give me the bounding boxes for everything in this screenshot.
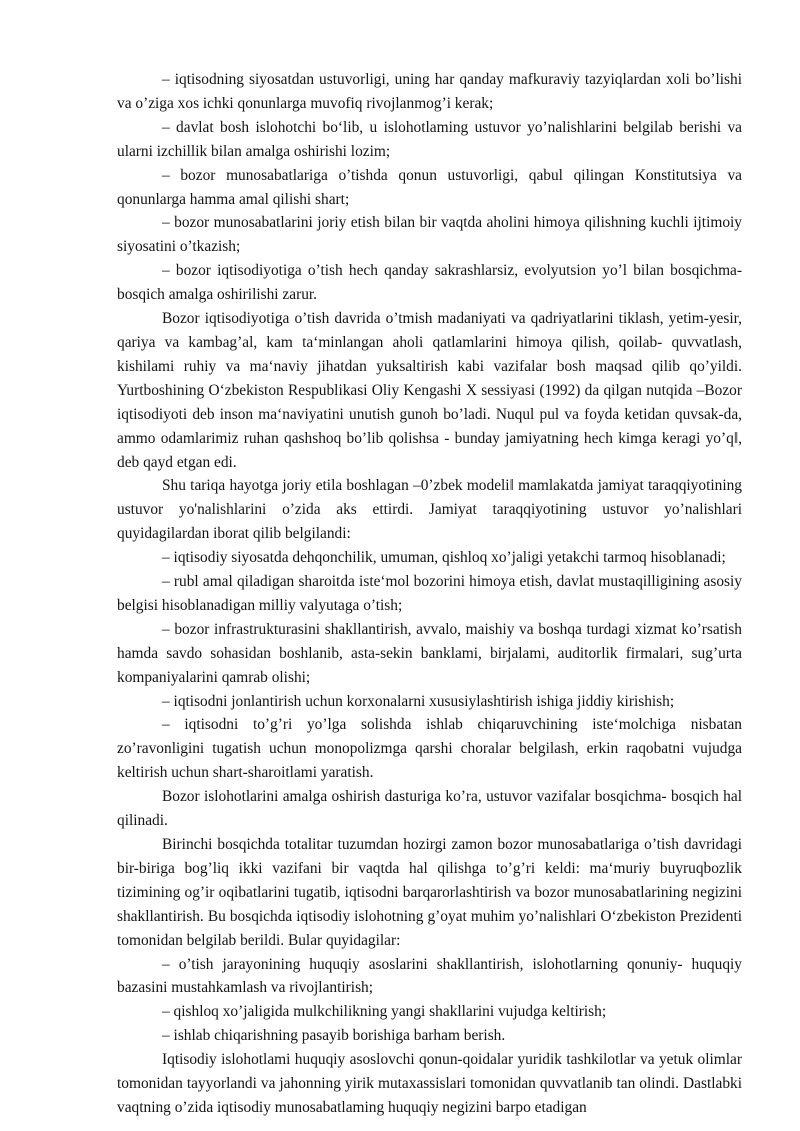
paragraph: Birinchi bosqichda totalitar tuzumdan hozirgi zamon bozor munosabatlariga o’tish davridagi bir-biriga bog’liq ikki vazifani bir vaqtda hal qilishga to’g’ri keldi: ma‘muriy buyruqbozlik tizimining og’ir oqibatlarini tugatib, iqtisodni barqarorlashtirish va bozor munosabatlarining negizini shakllantirish. Bu bosqichda iqtisodiy islohotning g’oyat muhim yo’nalishlari O‘zbekiston Prezidenti tomonidan belgilab berildi. Bular quyidagilar:: [117, 836, 742, 949]
paragraph: – bozor iqtisodiyotiga o’tish hech qanday sakrashlarsiz, evolyutsion yo’l bilan bosqichma-bosqich amalga oshirilishi zarur.: [117, 262, 742, 304]
document-page: [117, 68, 742, 1120]
paragraph: – bozor munosabatlariga o’tishda qonun ustuvorligi, qabul qilingan Konstitutsiya va qonunlarga hamma amal qilishi shart;: [117, 166, 742, 208]
paragraph: Shu tariqa hayotga joriy etila boshlagan –0’zbek modeli‖ mamlakatda jamiyat taraqqiyotining ustuvor yo'nalishlarini o’zida aks ettirdi. Jamiyat taraqqiyotining ustuvor yo’nalishlari quyidagilardan iborat qilib belgilandi:: [117, 477, 742, 543]
paragraph: Bozor islohotlarini amalga oshirish dasturiga ko’ra, ustuvor vazifalar bosqichma- bosqich hal qilinadi.: [117, 788, 742, 830]
paragraph: Iqtisodiy islohotlami huquqiy asoslovchi qonun-qoidalar yuridik tashkilotlar va yetuk olimlar tomonidan tayyorlandi va jahonning yirik mutaxassislari tomonidan quvvatlanib tan olindi. Dastlabki vaqtning o’zida iqtisodiy munosabatlaming huquqiy negizini barpo etadigan: [117, 1051, 742, 1116]
paragraph: – rubl amal qiladigan sharoitda iste‘mol bozorini himoya etish, davlat mustaqilligining asosiy belgisi hisoblanadigan milliy valyutaga o’tish;: [117, 573, 742, 614]
paragraph: – davlat bosh islohotchi bo‘lib, u islohotlaming ustuvor yo’nalishlarini belgilab berishi va ularni izchillik bilan amalga oshirishi lozim;: [117, 118, 742, 160]
paragraph: – iqtisodiy siyosatda dehqonchilik, umuman, qishloq xo’jaligi yetakchi tarmoq hisoblanadi;: [162, 549, 726, 567]
paragraph: – ishlab chiqarishning pasayib borishiga barham berish.: [162, 1027, 506, 1045]
paragraph: Bozor iqtisodiyotiga o’tish davrida o’tmish madaniyati va qadriyatlarini tiklash, yetim-yesir, qariya va kambag’al, kam ta‘minlangan aholi qatlamlarini himoya qilish, qoilab- quvvatlash, kishilami ruhiy va ma‘naviy jihatdan yuksaltirish kabi vazifalar bosh maqsad qilib qo’yildi. Yurtboshining O‘zbekiston Respublikasi Oliy Kengashi X sessiyasi (1992) da qilgan nutqida –Bozor iqtisodiyoti deb inson ma‘naviyatini unutish gunoh bo’ladi. Nuqul pul va foyda ketidan quvsak-da, ammo odamlarimiz ruhan qashshoq bo’lib qolishsa - bunday jamiyatning hech kimga keragi yo’q‖, deb qayd etgan edi.: [117, 310, 742, 471]
paragraph: – iqtisodni to’g’ri yo’lga solishda ishlab chiqaruvchining iste‘molchiga nisbatan zo’ravonligini tugatish uchun monopolizmga qarshi choralar belgilash, erkin raqobatni vujudga keltirish uchun shart-sharoitlami yaratish.: [117, 716, 742, 782]
paragraph: – qishloq xo’jaligida mulkchilikning yangi shakllarini vujudga keltirish;: [162, 1003, 607, 1021]
paragraph: – bozor munosabatlarini joriy etish bilan bir vaqtda aholini himoya qilishning kuchli ijtimoiy siyosatini o’tkazish;: [117, 214, 742, 256]
paragraph: – iqtisodni jonlantirish uchun korxonalarni xususiylashtirish ishiga jiddiy kirishish;: [162, 692, 675, 710]
paragraph: – bozor infrastrukturasini shakllantirish, avvalo, maishiy va boshqa turdagi xizmat ko’rsatish hamda savdo sohasidan boshlanib, asta-sekin banklami, birjalami, auditorlik firmalari, sug’urta kompaniyalarini qamrab olishi;: [117, 620, 742, 686]
paragraph: – iqtisodning siyosatdan ustuvorligi, uning har qanday mafkuraviy tazyiqlardan xoli bo’lishi va o’ziga xos ichki qonunlarga muvofiq rivojlanmog’i kerak;: [117, 71, 742, 112]
paragraph: – o’tish jarayonining huquqiy asoslarini shakllantirish, islohotlarning qonuniy- huquqiy bazasini mustahkamlash va rivojlantirish;: [117, 955, 742, 997]
